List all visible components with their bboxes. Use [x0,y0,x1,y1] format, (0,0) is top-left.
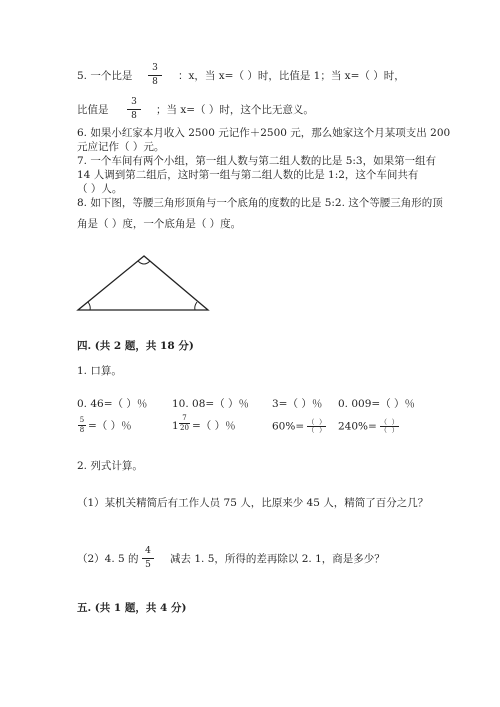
calc-r2c1-rest: =（ ）％ [88,420,132,432]
q5-frac-den: 8 [152,77,158,87]
section-4-sub1: 1. 口算。 [77,365,122,377]
q5-fraction-1 [148,63,162,88]
section-4-title: 四. (共 2 题，共 18 分) [77,340,194,352]
apex-angle-arc [138,261,150,264]
calc-r2c2-fraction [179,415,190,432]
q5-frac2-den: 8 [131,111,137,121]
calc-r2c3 [272,419,326,434]
calc-r2c1-den: 8 [79,426,85,434]
q5-line2-end: ；当 x=（ ）时，这个比无意义。 [156,104,314,116]
calc-r2c2-whole: 1 [172,420,179,432]
calc-r2c4-label: 240%= [338,420,377,433]
q6-line1: 6. 如果小红家本月收入 2500 元记作＋2500 元，那么她家这个月某项支出 200 [77,127,451,139]
blank-numerator: （ ） [380,418,399,426]
calc-r1c1: 0. 46=（ ）％ [77,398,148,410]
q5-frac-num: 3 [152,63,158,73]
problem-1: （1）某机关精简后有工作人员 75 人，比原来少 45 人，精简了百分之几？ [77,497,429,509]
blank-denominator: （ ） [307,426,326,434]
problem-2-den: 5 [145,560,151,570]
q7-line2: 14 人调到第二组后，这时第一组与第二组人数的比是 1:2，这个车间共有 [77,169,419,181]
q5-frac2-num: 3 [131,97,137,107]
calc-r2c2-num: 7 [182,414,187,422]
q7-line1: 7. 一个车间有两个小组，第一组人数与第二组人数的比是 5:3，如果第一组有 [77,155,437,167]
q7-line3: （ ）人。 [77,183,123,195]
q6-line2: 元应记作（ ）元。 [77,141,165,153]
calc-r2c3-blank-fraction [307,419,325,434]
calc-r1c4: 0. 009=（ ）％ [338,398,416,410]
section-4-sub2: 2. 列式计算。 [77,460,143,472]
right-base-angle-arc [195,302,197,310]
calc-r2c2-den: 20 [180,424,189,432]
left-base-angle-arc [88,302,90,310]
calc-r2c4 [338,419,399,434]
q5-fraction-2 [127,97,141,122]
q8-line2: 角是（ ）度，一个底角是（ ）度。 [77,218,242,230]
calc-r2c4-blank-fraction [380,419,398,434]
frac-bar [127,109,141,110]
section-5-title: 五. (共 1 题，共 4 分) [77,602,187,614]
isosceles-triangle-figure [72,250,222,320]
q5-line2-start: 比值是 [77,104,109,116]
problem-2-end: 减去 1. 5，所得的差再除以 2. 1，商是多少？ [170,553,385,565]
q5-line1-start: 5. 一个比是 [77,70,133,82]
frac-bar [148,75,162,76]
q5-line1-end: ：x，当 x=（ ）时，比值是 1；当 x=（ ）时， [178,70,405,82]
calc-r2c1-fraction [78,417,86,434]
calc-r1c3: 3=（ ）％ [272,398,323,410]
calc-r2c3-label: 60%= [272,420,305,433]
problem-2-start: （2）4. 5 的 [77,553,139,565]
blank-denominator: （ ） [380,426,399,434]
problem-2-fraction [142,546,154,571]
calc-r2c1-num: 5 [79,416,85,424]
calc-r2c2-rest: =（ ）％ [192,420,236,432]
frac-bar [142,558,154,559]
blank-numerator: （ ） [307,418,326,426]
calc-r1c2: 10. 08=（ ）％ [172,398,250,410]
problem-2-num: 4 [145,546,151,556]
q8-line1: 8. 如下图，等腰三角形顶角与一个底角的度数的比是 5:2. 这个等腰三角形的顶 [77,197,443,209]
